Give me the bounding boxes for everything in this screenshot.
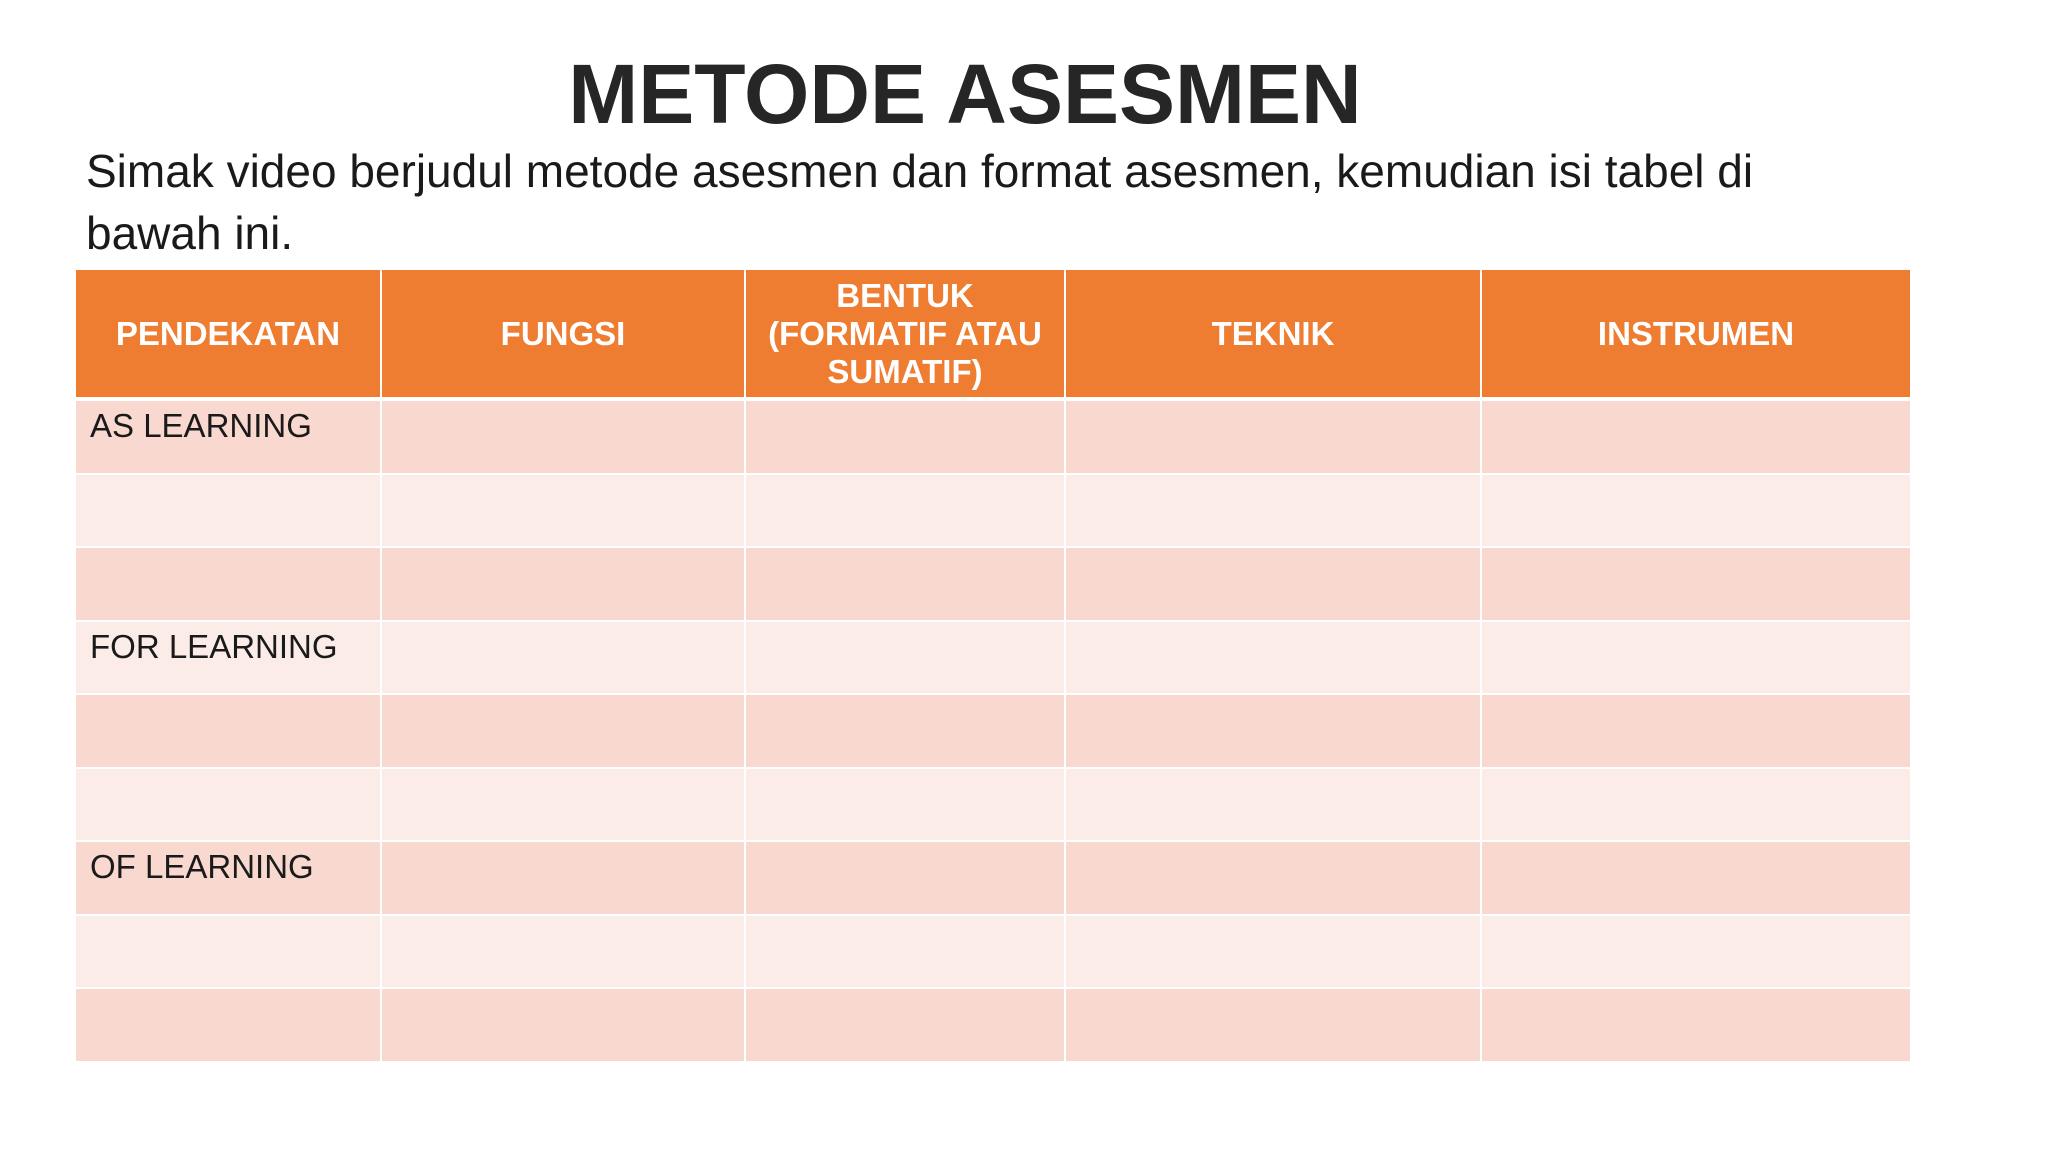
- table-cell: [1066, 401, 1482, 475]
- table-cell: [76, 695, 382, 769]
- table-cell: FOR LEARNING: [76, 622, 382, 696]
- table-cell: [382, 916, 746, 990]
- table-cell: [382, 475, 746, 549]
- table-cell: [1066, 695, 1482, 769]
- table-row: [76, 989, 1910, 1063]
- table-cell: [1066, 548, 1482, 622]
- table-cell: AS LEARNING: [76, 401, 382, 475]
- table-row: [76, 475, 1910, 549]
- table-cell: [76, 769, 382, 843]
- table-row: [76, 548, 1910, 622]
- table-row: [76, 769, 1910, 843]
- table-cell: [1066, 989, 1482, 1063]
- assessment-table: [76, 270, 1910, 1063]
- table-cell: [76, 548, 382, 622]
- table-header-row: [76, 270, 1910, 401]
- table-cell: [746, 916, 1066, 990]
- header-bentuk: BENTUK (FORMATIF ATAU SUMATIF): [746, 270, 1066, 401]
- table-cell: [746, 769, 1066, 843]
- table-cell: [382, 842, 746, 916]
- table-row: [76, 842, 1910, 916]
- table-cell: [1066, 769, 1482, 843]
- header-pendekatan: PENDEKATAN: [76, 270, 382, 401]
- table-cell: [1482, 989, 1910, 1063]
- table-cell: [746, 842, 1066, 916]
- table-cell: [1482, 769, 1910, 843]
- table-row: [76, 916, 1910, 990]
- table-cell: [1066, 622, 1482, 696]
- table-cell: [76, 916, 382, 990]
- table-cell: [746, 401, 1066, 475]
- table-cell: [76, 989, 382, 1063]
- slide-instruction: Simak video berjudul metode asesmen dan format asesmen, kemudian isi tabel di bawah ini.: [86, 145, 1754, 259]
- table-cell: [1482, 622, 1910, 696]
- table-cell: [746, 622, 1066, 696]
- table-cell: [382, 548, 746, 622]
- table-cell: OF LEARNING: [76, 842, 382, 916]
- slide-title: METODE ASESMEN: [568, 47, 1362, 141]
- table-cell: [746, 475, 1066, 549]
- table-cell: [1066, 842, 1482, 916]
- header-instrumen: INSTRUMEN: [1482, 270, 1910, 401]
- table-row: [76, 401, 1910, 475]
- table-cell: [746, 989, 1066, 1063]
- table-cell: [382, 401, 746, 475]
- table-cell: [1482, 475, 1910, 549]
- table-cell: [746, 695, 1066, 769]
- table-cell: [1482, 916, 1910, 990]
- table-cell: [76, 475, 382, 549]
- table-cell: [382, 989, 746, 1063]
- table-cell: [1066, 916, 1482, 990]
- table-row: [76, 622, 1910, 696]
- table-cell: [1482, 695, 1910, 769]
- table-cell: [382, 769, 746, 843]
- header-fungsi: FUNGSI: [382, 270, 746, 401]
- table-cell: [746, 548, 1066, 622]
- table-cell: [1066, 475, 1482, 549]
- table-cell: [382, 695, 746, 769]
- table-cell: [1482, 842, 1910, 916]
- table-cell: [382, 622, 746, 696]
- table-row: [76, 695, 1910, 769]
- table-cell: [1482, 548, 1910, 622]
- table-cell: [1482, 401, 1910, 475]
- header-teknik: TEKNIK: [1066, 270, 1482, 401]
